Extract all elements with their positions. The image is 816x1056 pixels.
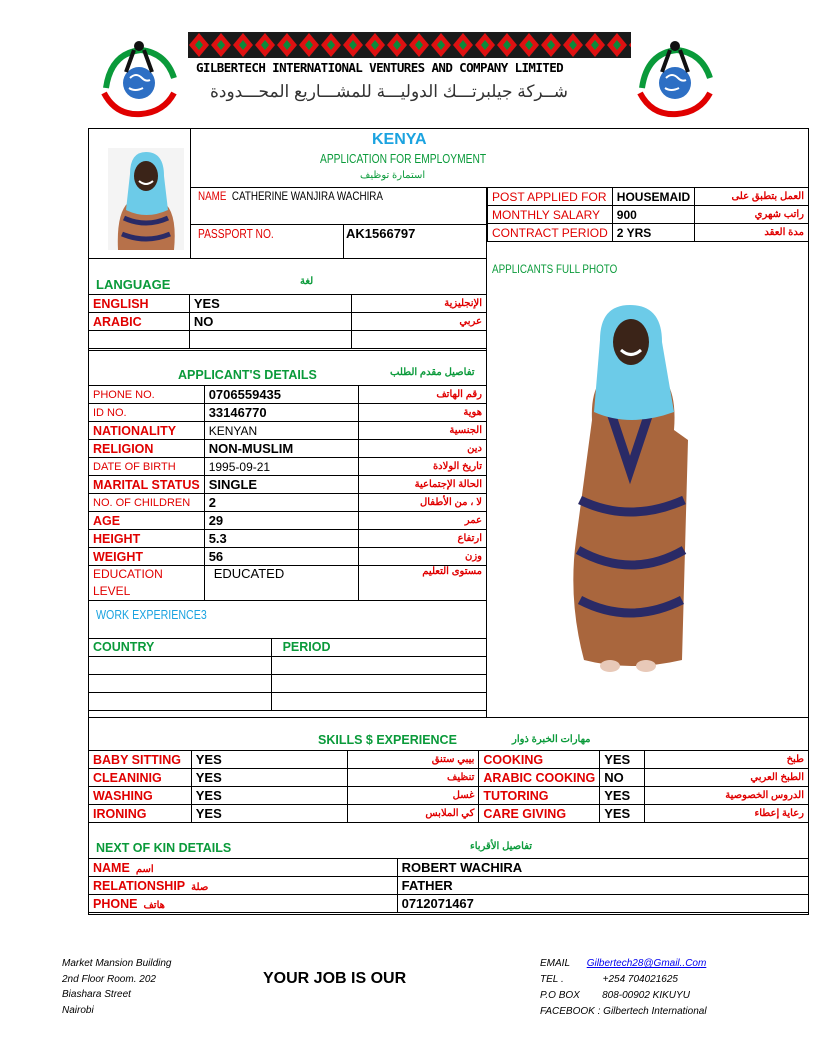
skill-label: CLEANINIG: [89, 769, 192, 787]
table-row: [89, 859, 809, 877]
country-header: COUNTRY: [89, 638, 272, 657]
table-row: [89, 805, 809, 823]
detail-label: ID NO.: [89, 404, 205, 422]
detail-label: WEIGHT: [89, 548, 205, 566]
detail-arabic: رقم الهاتف: [359, 386, 487, 404]
skill-arabic: رعاية إعطاء: [644, 805, 808, 823]
table-row: [89, 895, 809, 913]
details-heading-arabic: تفاصيل مقدم الطلب: [390, 367, 475, 378]
table-row: [488, 188, 809, 206]
detail-arabic: الحالة الإجتماعية: [359, 476, 487, 494]
table-row: [89, 494, 487, 512]
language-heading-arabic: لغة: [300, 276, 314, 287]
passport-photo: [108, 148, 184, 250]
skill-arabic: الطبخ العربي: [644, 769, 808, 787]
detail-arabic: وزن: [359, 548, 487, 566]
skill-label: COOKING: [479, 751, 600, 769]
skills-heading: SKILLS $ EXPERIENCE: [318, 733, 457, 747]
skill-label: WASHING: [89, 787, 192, 805]
table-row: [89, 657, 487, 675]
detail-value: NON-MUSLIM: [204, 440, 358, 458]
language-label: ARABIC: [89, 313, 190, 331]
table-row: [89, 313, 487, 331]
language-value: NO: [189, 313, 351, 331]
kin-table: [88, 858, 809, 913]
post-label: CONTRACT PERIOD: [488, 224, 613, 242]
work-cell[interactable]: [271, 657, 486, 675]
work-cell[interactable]: [89, 657, 272, 675]
table-row: [89, 675, 487, 693]
detail-label: DATE OF BIRTH: [89, 458, 205, 476]
company-logo-left: [96, 38, 182, 118]
work-heading: WORK EXPERIENCE3: [96, 607, 207, 622]
passport-value: AK1566797: [346, 226, 416, 241]
detail-value: 0706559435: [204, 386, 358, 404]
kin-value: FATHER: [397, 877, 808, 895]
work-cell[interactable]: [89, 675, 272, 693]
skill-arabic: كي الملابس: [348, 805, 479, 823]
table-row: [89, 530, 487, 548]
detail-arabic: تاريخ الولادة: [359, 458, 487, 476]
language-arabic: الإنجليزية: [352, 295, 487, 313]
footer-contacts: EMAIL Gilbertech28@Gmail..Com TEL . +254 704021625 P.O BOX 808-00902 KIKUYU FACEBOOK : Gilbertech International: [540, 958, 707, 1017]
kin-value: 0712071467: [397, 895, 808, 913]
post-arabic: العمل بتطبق على: [695, 188, 809, 206]
details-table: [88, 385, 487, 601]
work-cell[interactable]: [271, 675, 486, 693]
table-row: [89, 693, 487, 711]
post-arabic: راتب شهري: [695, 206, 809, 224]
detail-arabic: ارتفاع: [359, 530, 487, 548]
table-row: [89, 877, 809, 895]
detail-arabic: الجنسية: [359, 422, 487, 440]
details-heading: APPLICANT'S DETAILS: [178, 368, 317, 382]
table-row: [89, 769, 809, 787]
work-cell[interactable]: [271, 693, 486, 711]
footer-slogan: YOUR JOB IS OUR: [263, 970, 407, 987]
period-header: PERIOD: [271, 638, 486, 657]
kin-value: ROBERT WACHIRA: [397, 859, 808, 877]
table-row: [89, 566, 487, 601]
skill-value: NO: [600, 769, 645, 787]
language-label: ENGLISH: [89, 295, 190, 313]
table-row: [89, 440, 487, 458]
detail-label: HEIGHT: [89, 530, 205, 548]
skill-arabic: تنظيف: [348, 769, 479, 787]
passport-label: PASSPORT NO.: [198, 227, 274, 241]
language-table: [88, 294, 487, 349]
skill-value: YES: [600, 805, 645, 823]
name-row: [198, 189, 424, 203]
detail-value: 1995-09-21: [204, 458, 358, 476]
detail-arabic: هوية: [359, 404, 487, 422]
work-table: [88, 638, 487, 711]
name-label: NAME: [198, 189, 227, 203]
table-row: [89, 512, 487, 530]
language-value: YES: [189, 295, 351, 313]
detail-label: PHONE NO.: [89, 386, 205, 404]
header-banner: [188, 32, 631, 58]
table-row: [89, 331, 487, 349]
skill-value: YES: [600, 787, 645, 805]
work-cell[interactable]: [89, 693, 272, 711]
full-photo: [570, 300, 694, 675]
skill-arabic: بيبي ستنق: [348, 751, 479, 769]
kin-label: RELATIONSHIP صلة: [89, 877, 398, 895]
table-row: [89, 422, 487, 440]
skills-heading-arabic: مهارات الخبرة ذوار: [512, 734, 591, 745]
detail-label: RELIGION: [89, 440, 205, 458]
detail-label: AGE: [89, 512, 205, 530]
kin-heading-arabic: تفاصيل الأقرباء: [470, 841, 533, 852]
table-row: [89, 751, 809, 769]
detail-value: 29: [204, 512, 358, 530]
kin-label: NAME اسم: [89, 859, 398, 877]
detail-arabic: عمر: [359, 512, 487, 530]
skill-label: CARE GIVING: [479, 805, 600, 823]
skills-table: [88, 750, 809, 823]
detail-arabic: لا ، من الأطفال: [359, 494, 487, 512]
company-name-arabic: شــركة جيلبرتـــك الدوليـــة للمشـــاريع المحـــدودة: [209, 82, 568, 101]
table-row: [488, 224, 809, 242]
email-link[interactable]: Gilbertech28@Gmail..Com: [586, 958, 707, 969]
company-name: GILBERTECH INTERNATIONAL VENTURES AND COMPANY LIMITED: [196, 60, 564, 75]
skill-label: TUTORING: [479, 787, 600, 805]
language-heading: LANGUAGE: [96, 277, 171, 292]
post-label: MONTHLY SALARY: [488, 206, 613, 224]
skill-value: YES: [191, 787, 347, 805]
skill-label: IRONING: [89, 805, 192, 823]
post-value: HOUSEMAID: [612, 188, 694, 206]
full-photo-label: APPLICANTS FULL PHOTO: [492, 262, 618, 276]
education-arabic: مستوى التعليم: [359, 566, 487, 601]
skill-value: YES: [600, 751, 645, 769]
skill-label: BABY SITTING: [89, 751, 192, 769]
skill-arabic: الدروس الخصوصية: [644, 787, 808, 805]
detail-label: MARITAL STATUS: [89, 476, 205, 494]
detail-value: 33146770: [204, 404, 358, 422]
application-title-arabic: استمارة توظيف: [360, 170, 426, 181]
company-logo-right: [632, 38, 718, 118]
education-value: EDUCATED: [204, 566, 358, 601]
skill-arabic: طبخ: [644, 751, 808, 769]
table-row: [89, 295, 487, 313]
detail-arabic: دين: [359, 440, 487, 458]
skill-value: YES: [191, 769, 347, 787]
table-row: [89, 787, 809, 805]
post-label: POST APPLIED FOR: [488, 188, 613, 206]
table-row: [89, 458, 487, 476]
post-value: 900: [612, 206, 694, 224]
detail-label: NO. OF CHILDREN: [89, 494, 205, 512]
kin-heading: NEXT OF KIN DETAILS: [96, 841, 232, 855]
post-arabic: مدة العقد: [695, 224, 809, 242]
table-row: [89, 404, 487, 422]
detail-value: 5.3: [204, 530, 358, 548]
detail-label: NATIONALITY: [89, 422, 205, 440]
table-row: [488, 206, 809, 224]
table-row: [89, 386, 487, 404]
detail-value: KENYAN: [204, 422, 358, 440]
skill-value: YES: [191, 805, 347, 823]
detail-value: 56: [204, 548, 358, 566]
language-arabic: عربي: [352, 313, 487, 331]
skill-value: YES: [191, 751, 347, 769]
table-row: [89, 548, 487, 566]
detail-value: 2: [204, 494, 358, 512]
footer-address: Market Mansion Building 2nd Floor Room. 202 Biashara Street Nairobi: [62, 958, 172, 1016]
post-value: 2 YRS: [612, 224, 694, 242]
skill-label: ARABIC COOKING: [479, 769, 600, 787]
table-row: [89, 476, 487, 494]
detail-value: SINGLE: [204, 476, 358, 494]
skill-arabic: غسل: [348, 787, 479, 805]
country-title: KENYA: [372, 131, 427, 148]
post-table: [487, 187, 809, 242]
education-label: EDUCATION LEVEL: [89, 566, 205, 601]
name-value: CATHERINE WANJIRA WACHIRA: [231, 189, 383, 203]
kin-label: PHONE هاتف: [89, 895, 398, 913]
application-title: APPLICATION FOR EMPLOYMENT: [320, 152, 487, 166]
